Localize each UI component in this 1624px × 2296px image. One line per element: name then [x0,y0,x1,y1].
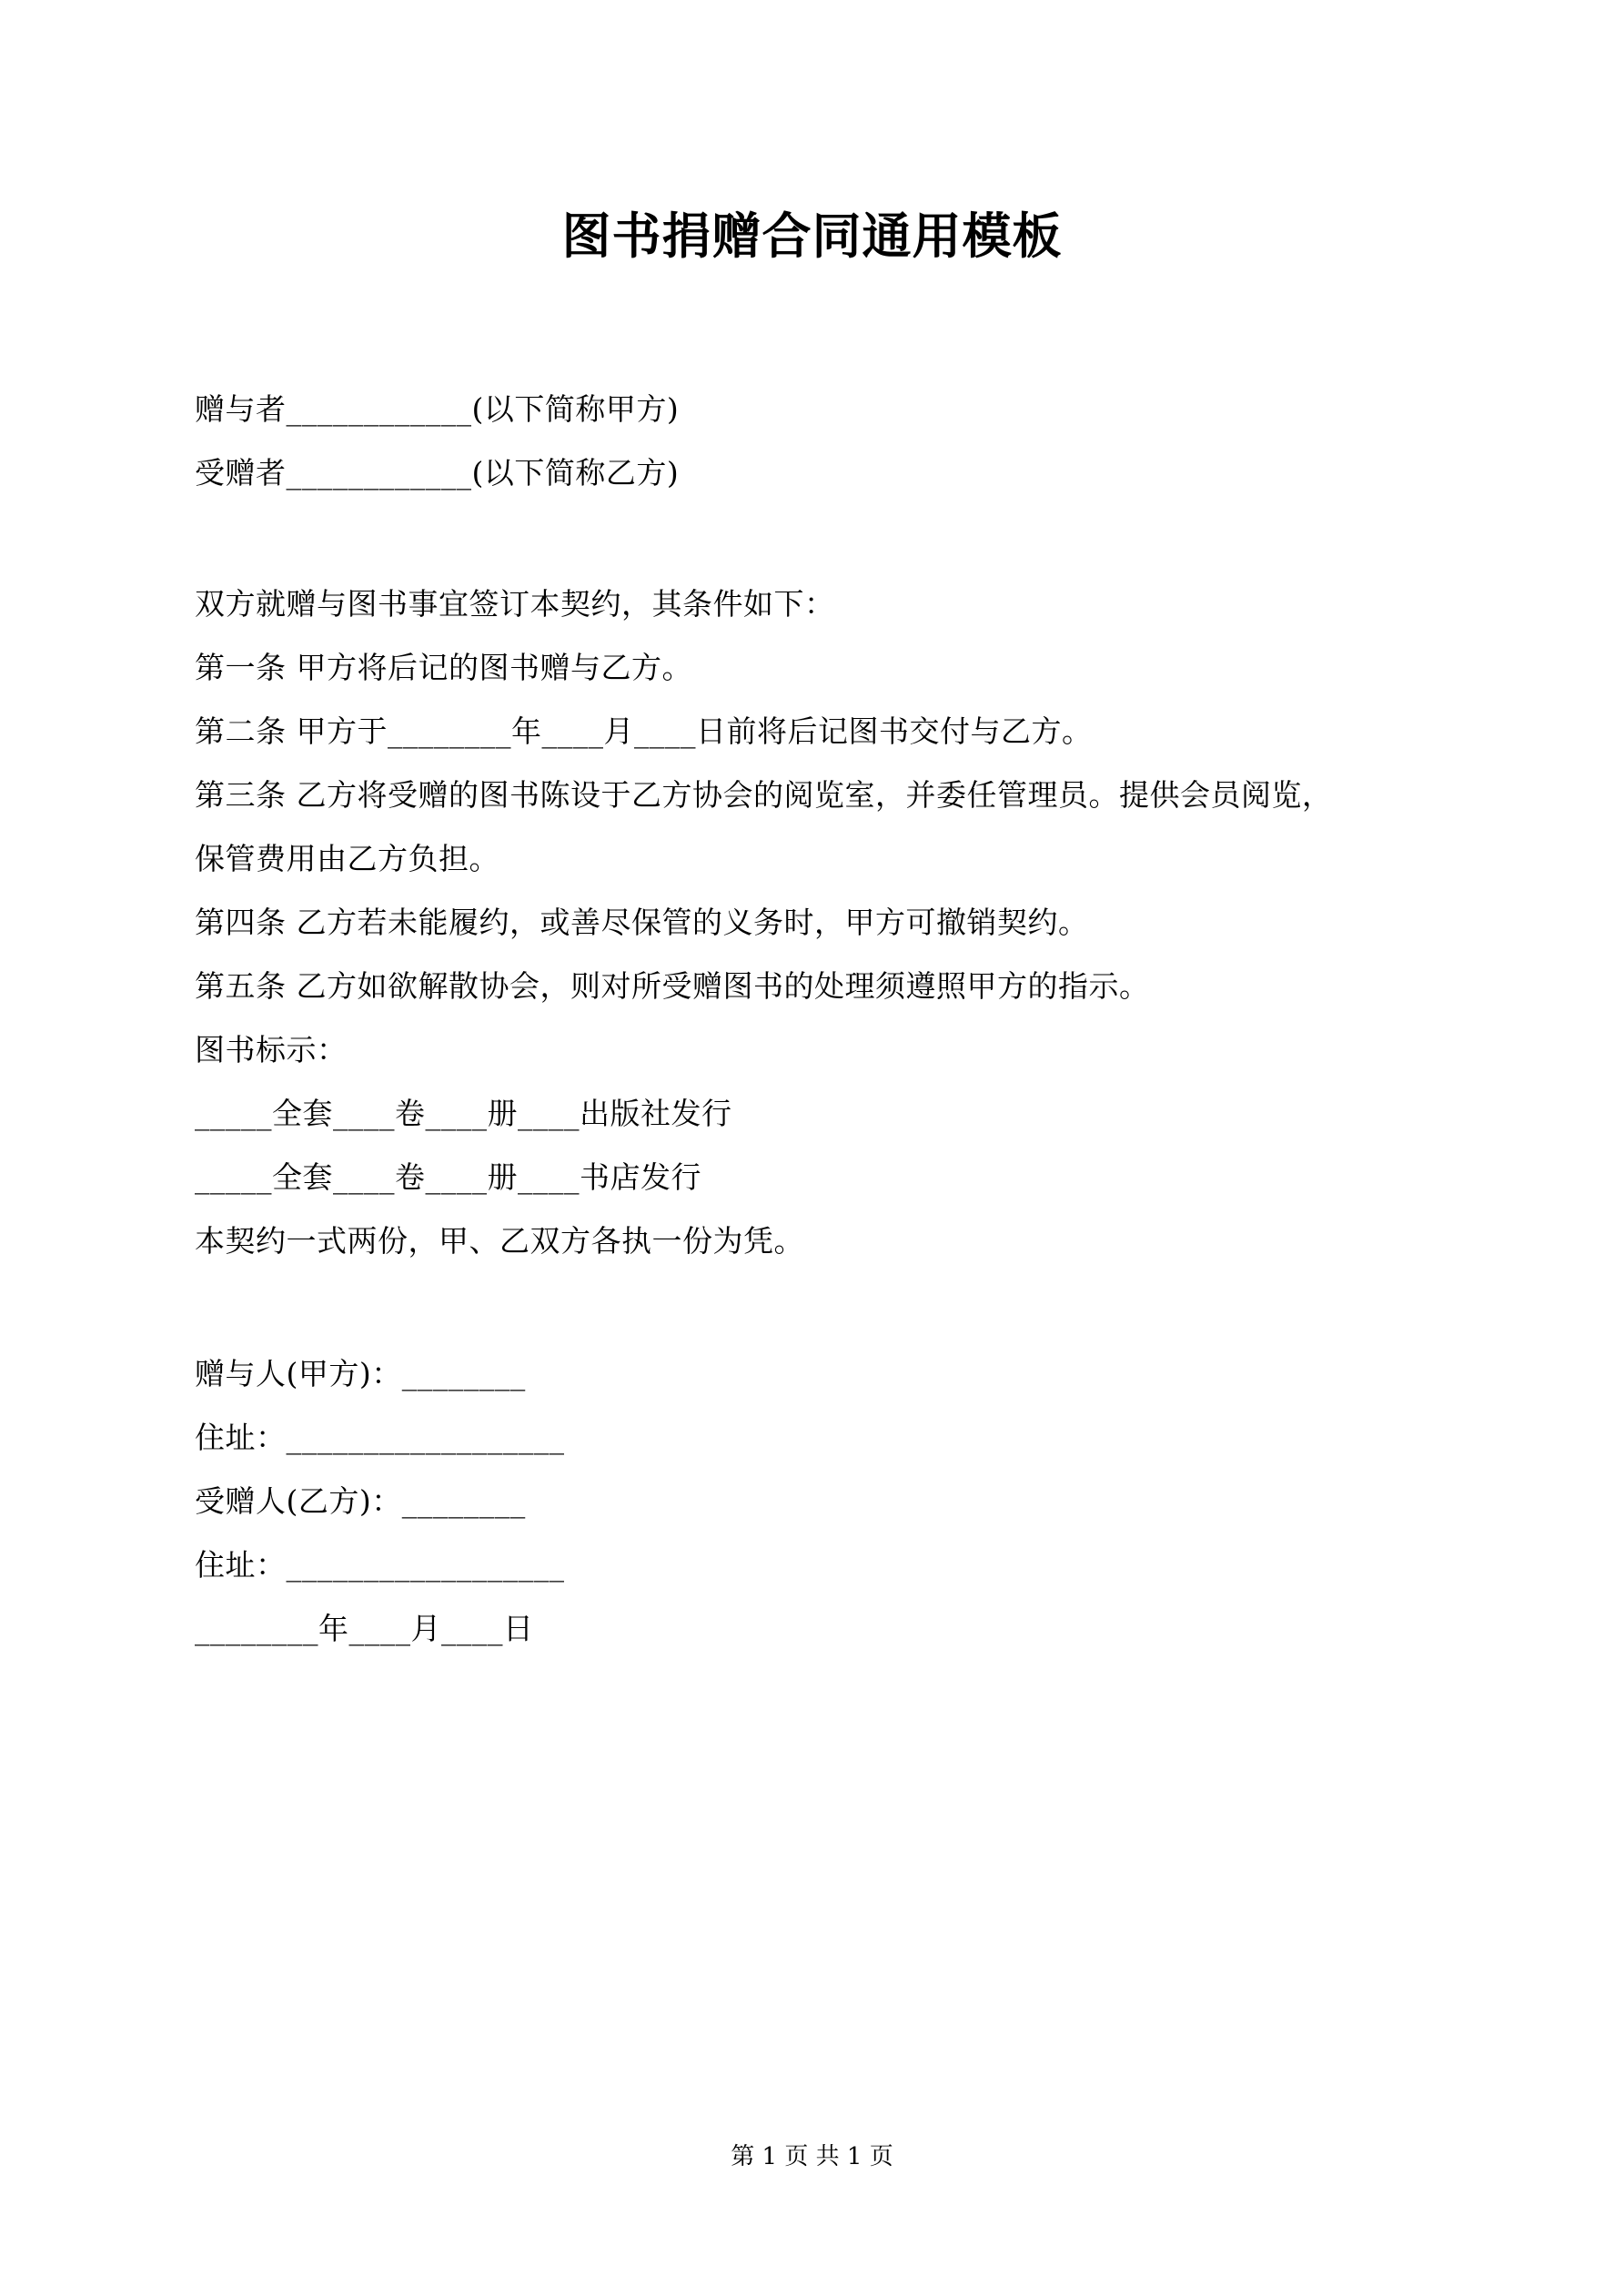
recipient-line: 受赠者____________(以下简称乙方) [195,455,680,491]
article-4: 第四条 乙方若未能履约，或善尽保管的义务时，甲方可撤销契约。 [195,905,1089,940]
intro-line: 双方就赠与图书事宜签订本契约，其条件如下： [195,586,835,622]
donor-line: 赠与者____________(以下简称甲方) [195,391,680,427]
document-title: 图书捐赠合同通用模板 [561,207,1063,265]
donor-signature-line: 赠与人(甲方)：________ [195,1356,526,1391]
article-5: 第五条 乙方如欲解散协会，则对所受赠图书的处理须遵照甲方的指示。 [195,968,1150,1004]
donor-address-line: 住址：__________________ [195,1420,565,1455]
recipient-address-line: 住址：__________________ [195,1547,565,1583]
copies-clause: 本契约一式两份，甲、乙双方各执一份为凭。 [195,1223,804,1259]
book-label-line-publisher: _____全套____卷____册____出版社发行 [195,1096,732,1131]
book-label-line-bookstore: _____全套____卷____册____书店发行 [195,1159,701,1195]
article-2: 第二条 甲方于________年____月____日前将后记图书交付与乙方。 [195,713,1093,749]
article-3-continued: 保管费用由乙方负担。 [195,841,499,876]
date-line: ________年____月____日 [195,1611,534,1646]
book-label-heading: 图书标示： [195,1032,348,1067]
article-3: 第三条 乙方将受赠的图书陈设于乙方协会的阅览室，并委任管理员。提供会员阅览， [195,777,1333,813]
recipient-signature-line: 受赠人(乙方)：________ [195,1483,526,1519]
page-number-footer: 第 1 页 共 1 页 [731,2143,893,2170]
article-1: 第一条 甲方将后记的图书赠与乙方。 [195,650,692,685]
